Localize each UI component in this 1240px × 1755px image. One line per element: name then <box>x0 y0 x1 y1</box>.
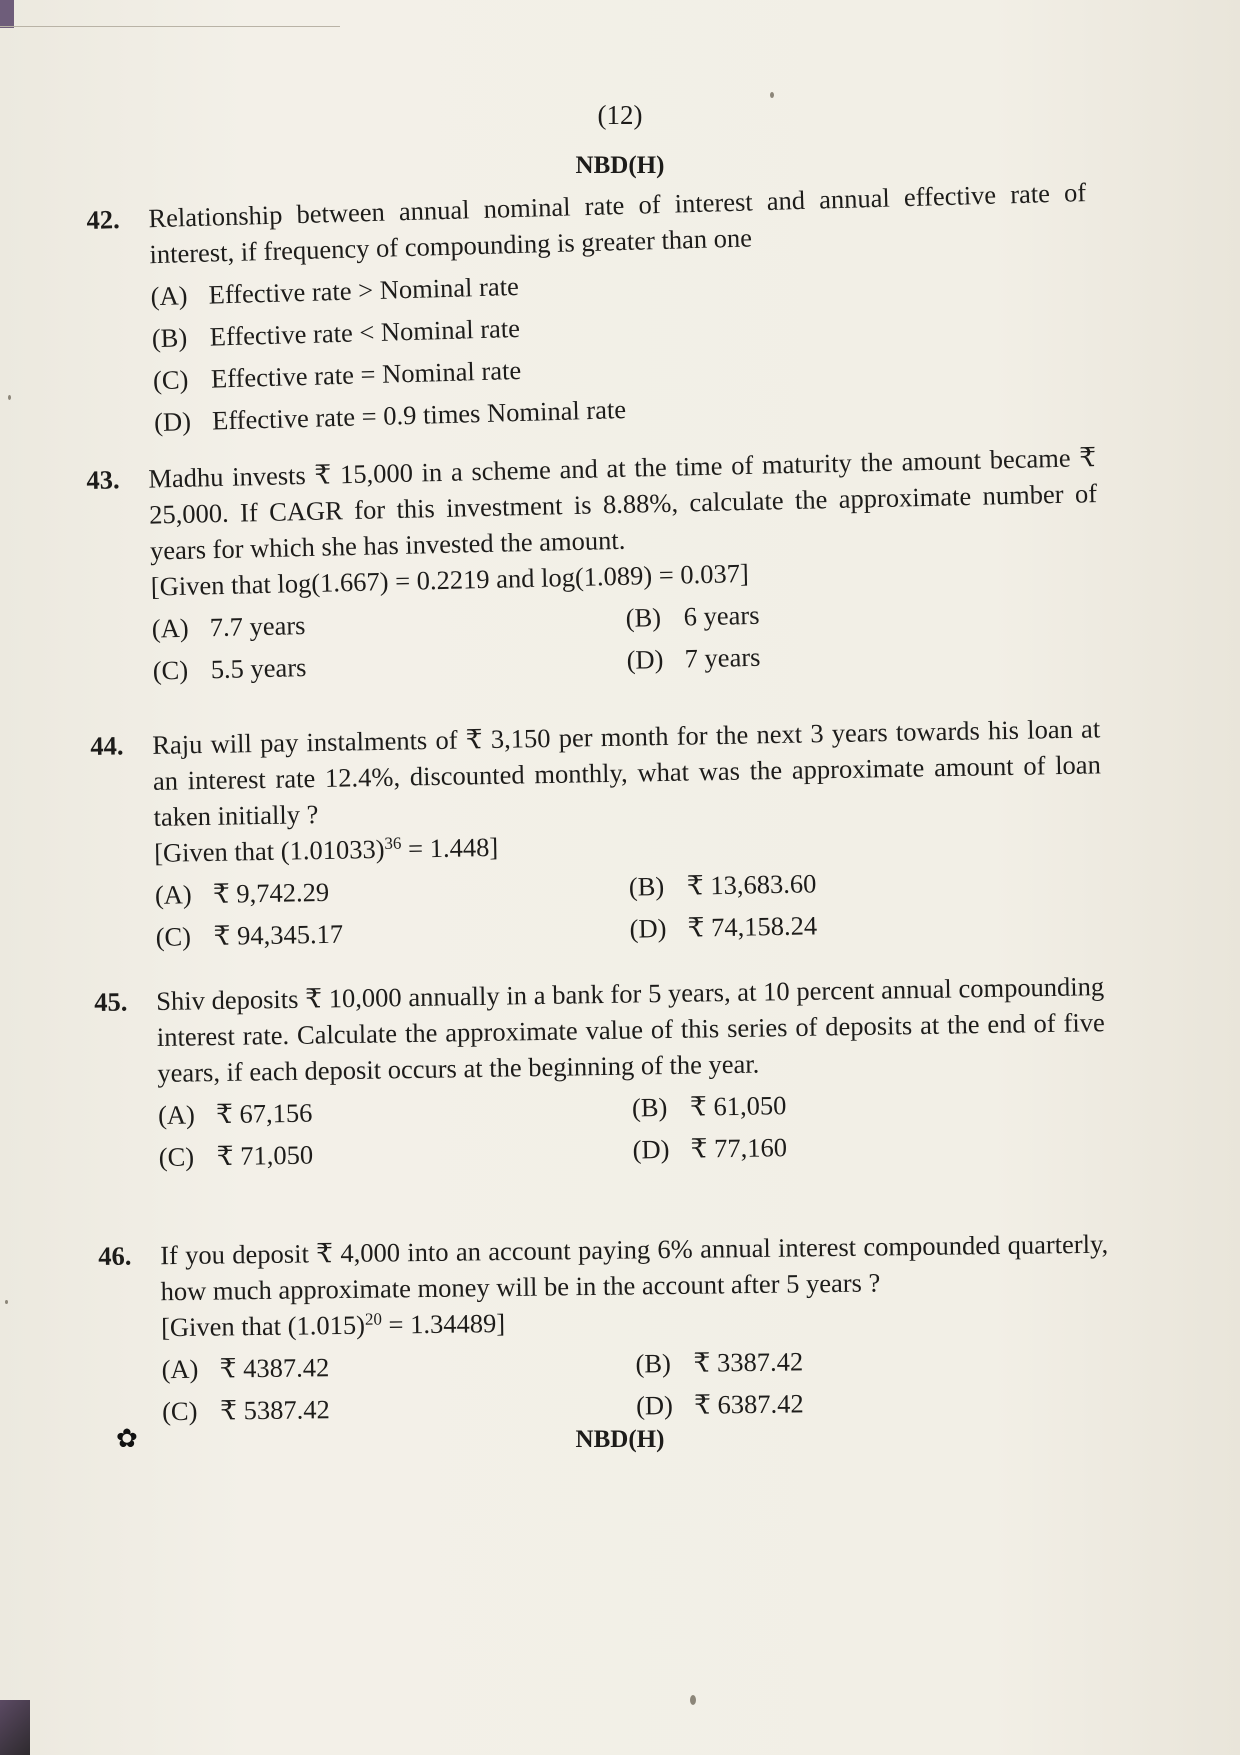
series-code-footer: NBD(H) <box>575 1426 665 1453</box>
option-d[interactable]: (D) Effective rate = 0.9 times Nominal rate <box>153 394 627 438</box>
given-data: [Given that $(1.01033)^{36} = 1.448$] <box>153 831 499 868</box>
question-stem: Relationship between annual nominal rate of interest and annual effective rate of interest, if frequency of compounding is greater than one <box>148 177 1087 270</box>
scan-speck <box>690 1695 696 1705</box>
options-list <box>161 1340 1110 1430</box>
option-b[interactable]: (B) ₹ 61,050 <box>631 1090 787 1123</box>
question-number: 46. <box>98 1240 132 1271</box>
option-b[interactable]: (B) Effective rate < Nominal rate <box>151 312 521 354</box>
scan-corner-mark <box>0 0 14 28</box>
option-c[interactable]: (C) 5.5 years <box>152 652 307 686</box>
question-43 <box>86 439 1098 686</box>
question-stem: If you deposit ₹ 4,000 into an account paying 6% annual interest compounded quarterly, how much approximate money will be in the account after 5 years ? <box>160 1228 1109 1307</box>
scan-speck <box>8 395 11 400</box>
option-a[interactable]: (A) Effective rate > Nominal rate <box>150 270 520 312</box>
given-data: [Given that log(1.667) = 0.2219 and log(1.089) = 0.037] <box>150 557 750 602</box>
option-a[interactable]: (A) 7.7 years <box>151 610 306 644</box>
option-a[interactable]: (A) ₹ 4387.42 <box>161 1352 330 1385</box>
option-d[interactable]: (D) ₹ 6387.42 <box>635 1388 804 1421</box>
option-a[interactable]: (A) ₹ 67,156 <box>157 1097 313 1131</box>
question-44 <box>90 710 1102 952</box>
question-number: 42. <box>86 204 121 235</box>
options-list <box>155 860 1104 955</box>
question-45 <box>94 968 1105 1173</box>
scan-speck <box>5 1300 8 1304</box>
question-stem: Raju will pay instalments of ₹ 3,150 per month for the next 3 years towards his loan at an interest rate 12.4%, discounted monthly, what was the approximate amount of loan taken initially ? <box>152 713 1102 832</box>
option-d[interactable]: (D) 7 years <box>626 641 761 675</box>
scan-corner-shadow <box>0 1700 30 1755</box>
option-c[interactable]: (C) ₹ 94,345.17 <box>155 918 344 952</box>
question-number: 44. <box>90 730 124 761</box>
option-c[interactable]: (C) ₹ 71,050 <box>158 1139 314 1173</box>
page-number: (12) <box>597 100 643 130</box>
option-d[interactable]: (D) ₹ 77,160 <box>632 1132 788 1165</box>
question-number: 43. <box>86 464 120 495</box>
scan-speck <box>770 92 774 98</box>
option-b[interactable]: (B) ₹ 13,683.60 <box>628 868 817 902</box>
option-c[interactable]: (C) ₹ 5387.42 <box>161 1394 330 1427</box>
options-list <box>158 1082 1107 1175</box>
question-stem: Shiv deposits ₹ 10,000 annually in a bank for 5 years, at 10 percent annual compounding interest rate. Calculate the approximate value of this series of deposits at the end of five years, if each deposit occurs at the beginning of the year. <box>156 971 1105 1089</box>
option-c[interactable]: (C) Effective rate = Nominal rate <box>152 354 522 396</box>
options-list <box>150 252 1092 440</box>
question-number: 45. <box>94 986 128 1017</box>
given-data: [Given that $(1.015)^{20} = 1.34489$] <box>160 1308 506 1343</box>
scan-edge-line <box>0 26 340 27</box>
series-code-header: NBD(H) <box>575 152 665 179</box>
question-stem: Madhu invests ₹ 15,000 in a scheme and at the time of maturity the amount became ₹ 25,000. If CAGR for this investment is 8.88%, calculate the approximate number of years for which she has invested the amount. <box>148 442 1098 566</box>
options-list <box>151 589 1101 688</box>
option-b[interactable]: (B) ₹ 3387.42 <box>635 1346 804 1379</box>
question-46 <box>98 1226 1109 1427</box>
option-b[interactable]: (B) 6 years <box>625 599 760 633</box>
option-a[interactable]: (A) ₹ 9,742.29 <box>154 876 330 910</box>
flower-marker-icon: ✿ <box>116 1424 138 1453</box>
option-d[interactable]: (D) ₹ 74,158.24 <box>629 910 818 944</box>
